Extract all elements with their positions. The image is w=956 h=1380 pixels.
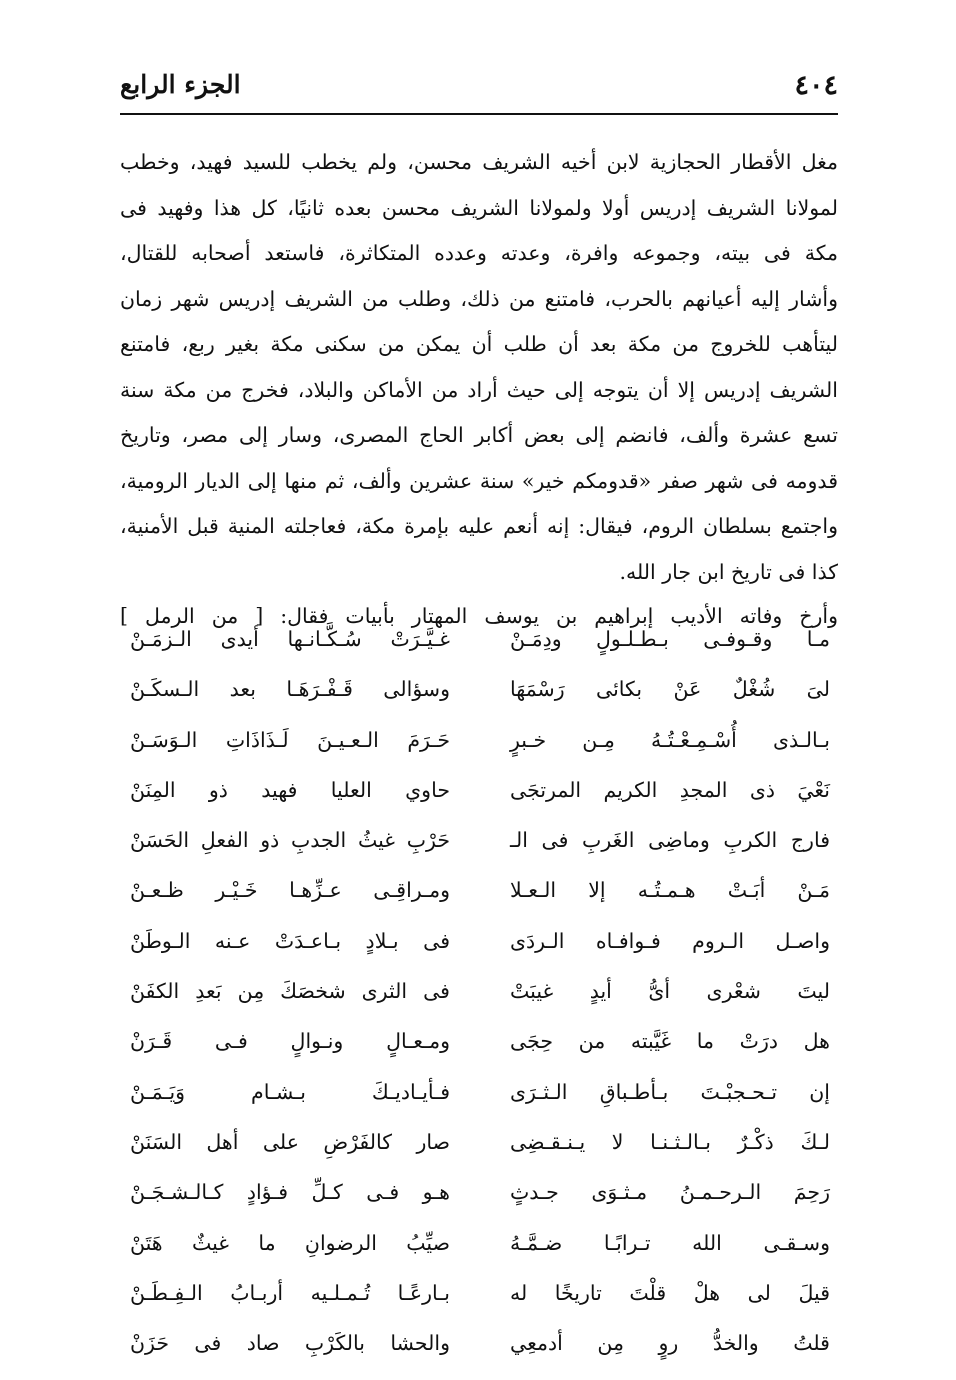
- verse-first-hemistich: وسـقـى الله تـرابًـا ضـمَّـهُ: [510, 1230, 830, 1255]
- verse: [130, 815, 830, 865]
- page-number: ٤٠٤: [794, 70, 838, 101]
- verse: [130, 1318, 830, 1368]
- verse-second-hemistich: هـو فـى كـلِّ فـؤادٍ كـالـشـجَـنْ: [130, 1180, 450, 1205]
- verse-second-hemistich: صار كالفَرْضِ على أهل السَنَنْ: [130, 1129, 450, 1154]
- prose-line: تسع عشرة وألف، فانضم إلى بعض أكابر الحاج المصرى، وسار إلى مصر، وتاريخ: [120, 423, 838, 447]
- verse-second-hemistich: بـارعًـا تُـمـلـيه أربـابُ الـفِـطَـنْ: [130, 1280, 450, 1305]
- verse-second-hemistich: وسؤالى قَـفْـرَهَـا بعد الـسكَـنْ: [130, 677, 450, 702]
- prose-line: مغل الأقطار الحجازية لابن أخيه الشريف محسن، ولم يخطب للسيد فهيد، وخطب: [120, 150, 838, 174]
- prose-line: وأشار إليه أعيانهم بالحرب، فامتنع من ذلك، وطلب من الشريف إدريس شهر زمان: [120, 286, 838, 311]
- verse-first-hemistich: قلتُ والخدُّ روٍ مِن أدمعِي: [510, 1331, 830, 1356]
- verse-first-hemistich: رَحِمَ الـرحـمـنُ مـثـوَى جـدثٍ: [510, 1180, 830, 1205]
- verse: [130, 916, 830, 966]
- poem: [130, 614, 830, 1368]
- verse-first-hemistich: هل درَتْ ما غَيَّبته من حِجَى: [510, 1029, 830, 1054]
- verse-second-hemistich: حَرْبِ غيثُ الجدبِ ذو الفعلِ الحَسَنْ: [130, 828, 450, 853]
- verse-first-hemistich: بـالـذى أُسْـمِـعْـتُـهُ مِـن خـبرٍ: [510, 727, 830, 752]
- verse-second-hemistich: والحشا بالكَرْبِ صاد فى حَزَنْ: [130, 1331, 450, 1356]
- prose-line: مكة فى بيته، وجموعه وافرة، وعدته وعدده المتكاثرة، فاستعد أصحابه للقتال،: [120, 241, 838, 265]
- verse-first-hemistich: نَعْيَ ذى المجدِ الكريم المرتجَى: [510, 777, 830, 802]
- prose-line: لمولانا الشريف إدريس أولا ولمولانا الشريف محسن بعده ثانيًا، كل هذا وفهيد فى: [120, 195, 838, 220]
- verse: [130, 1268, 830, 1318]
- verse-first-hemistich: قيلَ لى هلْ قلْتَ تاريخًا له: [510, 1280, 830, 1305]
- verse: [130, 1067, 830, 1117]
- verse: [130, 865, 830, 915]
- verse: [130, 1167, 830, 1217]
- prose-body: [120, 140, 838, 637]
- verse: [130, 966, 830, 1016]
- verse-first-hemistich: فارج الكربِ وماضِى الغَربِ فى الـ: [510, 828, 830, 853]
- header-rule: [120, 113, 838, 115]
- verse-second-hemistich: ومـراقِـى عـزِّهـا خَـيْـر ظـعـنْ: [130, 878, 450, 903]
- verse-second-hemistich: حَـرَمَ الـعـيـنَ لَـذَاذَاتِ الـوَسَـنْ: [130, 727, 450, 752]
- prose-line: الشريف إدريس إلا أن يتوجه إلى حيث أراد من الأماكن والبلاد، فخرج من مكة سنة: [120, 377, 838, 402]
- verse: [130, 765, 830, 815]
- verse: [130, 715, 830, 765]
- verse: [130, 664, 830, 714]
- verse-second-hemistich: فى بـلادٍ بـاعـدَتْ عـنه الـوطَنْ: [130, 928, 450, 953]
- verse-second-hemistich: صيِّبُ الرضوانِ ما غيثٌ هَتَنْ: [130, 1230, 450, 1255]
- verse-second-hemistich: ومـعـالٍ ونـوالٍ فـى قَـرَنْ: [130, 1029, 450, 1054]
- page-header: [120, 66, 838, 110]
- verse-second-hemistich: فى الثرى شخصَكَ مِن بَعدِ الكفَنْ: [130, 979, 450, 1004]
- verse-second-hemistich: حاوي العليا فهيد ذو المِنَنْ: [130, 777, 450, 802]
- verse-second-hemistich: غـيَّـرَتْ سُـكَّـانـها أيدى الـزمَـنْ: [130, 627, 450, 651]
- verse-first-hemistich: واصـل الـروم فـوافـاه الـردَى: [510, 928, 830, 953]
- prose-line: قدومه فى شهر صفر «قدومكم خير» سنة عشرين وألف، ثم منها إلى الديار الرومية،: [120, 468, 838, 493]
- verse-first-hemistich: مَـنْ أبَـتْ هـمـتُـه إلا الـعـلا: [510, 878, 830, 903]
- verse: [130, 1117, 830, 1167]
- verse: [130, 1016, 830, 1066]
- prose-line: ليتأهب للخروج من مكة بعد أن طلب أن يمكن من سكنى مكة بغير ربع، فامتنع: [120, 332, 838, 356]
- verse-first-hemistich: مـا وقـوفـى بـطـلـولٍ ودِمَـنْ: [510, 627, 830, 651]
- verse-second-hemistich: فـأيـاديـكَ بـشـام وَيَـمَـنْ: [130, 1079, 450, 1104]
- verse: [130, 614, 830, 664]
- verse: [130, 1218, 830, 1268]
- verse-first-hemistich: لىَ شُغْلٌ عَنْ بكائى رَسْمَهَا: [510, 677, 830, 702]
- poem-intro: وأرخ وفاته الأديب إبراهيم بن يوسف المهتار بأبيات فقال: [ من الرمل ]: [120, 604, 838, 628]
- verse-first-hemistich: ليتَ شعْرى أىُّ أيدٍ غيبَتْ: [510, 979, 830, 1004]
- prose-line: واجتمع بسلطان الروم، فيقال: إنه أنعم عليه بإمرة مكة، فعاجلته المنية قبل الأمنية،: [120, 514, 838, 538]
- running-title: الجزء الرابع: [120, 70, 241, 99]
- prose-line-last: كذا فى تاريخ ابن جار الله.: [619, 559, 838, 584]
- verse-first-hemistich: لـكَ ذكْـرٌ بـالـثـنـا لا يـنـقـضِى: [510, 1129, 830, 1154]
- verse-first-hemistich: إن تـحـجبْـتَ بـأطـباقِ الـثـرَى: [510, 1079, 830, 1104]
